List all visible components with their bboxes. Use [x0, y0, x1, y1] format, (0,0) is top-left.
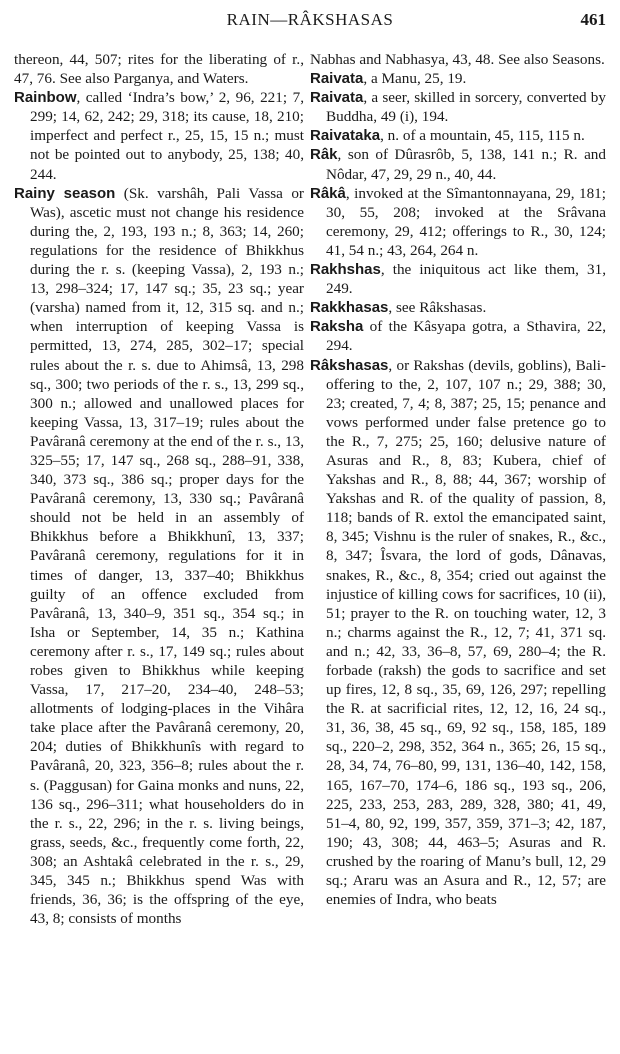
entry-text: (Sk. varshâh, Pali Vassa or Was), ascetic must not change his residence during the, 2, 193, 193 n.; 8, 363; 14, 260; regulations for the residence of Bhikkhus during the r. s. (keeping Vassa), 2, 193 n.; 13, 298–324; 17, 147 sq.; 35, 23 sq.; year (varsha) named from it, 12, 315 sq. and n.; when interruption of keeping Vassa is permitted, 13, 274, 285, 302–17; special rules about the r. s. due to Ahimsâ, 13, 298 sq., 300; two periods of the r. s., 13, 299 sq., 300 n.; allowed and unallowed places for keeping Vassa, 13, 317–19; rules about the Pavâranâ ceremony at the end of the r. s., 13, 325–55; 17, 147 sq., 268 sq., 288–91, 338, 340, 373 sq., 386 sq.; proper days for the Pavâranâ ceremony, 13, 330 sq.; Pavâranâ should not be held in an assembly of Bhikkhus before a Bhikkhunî, 13, 337; Pavâranâ ceremony, regulations for it in times of danger, 13, 337–40; Bhikkhus guilty of an offence excluded from Pavâranâ, 13, 340–9, 351 sq., 354 sq.; in Isha or September, 14, 35 n.; Kathina ceremony after r. s., 17, 149 sq.; rules about robes given to Bhikkhus while keeping Vassa, 17, 217–20, 234–40, 248–53; allotments of lodging-places in the Vihâra take place after the Pavâranâ ceremony, 20, 204; duties of Bhikkhunîs with regard to Pavâranâ, 20, 323, 356–8; rules about the r. s. (Paggusan) for Gaina monks and nuns, 22, 136 sq., 296–311; what householders do in the r. s., 22, 296; in the r. s. living beings, grass, seeds, &c., frequently come forth, 22, 308; an Ashtakâ celebrated in the r. s., 29, 345, 345 n.; Bhikkhus spend Was with friends, 36, 36; is the offspring of the eye, 43, 8; consists of months [30, 184, 304, 928]
entry-text: , the iniquitous act like them, 31, 249. [326, 261, 606, 298]
index-entry [310, 298, 606, 317]
index-entry [310, 317, 606, 355]
page-title: RAIN—RÂKSHASAS [226, 10, 394, 29]
entry-text: , a Manu, 25, 19. [363, 70, 467, 88]
entry-headword: Raksha [310, 318, 364, 336]
index-entry [310, 69, 606, 88]
entry-headword: Râkshasas [310, 356, 389, 374]
entry-text: , or Rakshas (devils, goblins), Bali-offering to the, 2, 107, 107 n.; 29, 388; 30, 23; created, 7, 4; 8, 387; 25, 15; penance and vows performed under false pretence go to the R., 7, 275; 25, 160; delusive nature of Asuras and R., 8, 83; Kubera, chief of Yakshas and R., 8, 88; 44, 367; worship of Yakshas and R. of the quality of passion, 8, 118; bands of R. extol the emancipated saint, 8, 345; Vishnu is the ruler of snakes, R., &c., 8, 347; Îsvara, the lord of gods, Dânavas, snakes, R., &c., 8, 354; cried out against the injustice of killing cows for sacrifices, 10 (ii), 51; prayer to the R. on touching water, 12, 3 n.; charms against the R., 12, 7; 41, 371 sq. and n.; 42, 33, 36–8, 57, 69, 280–4; the R. forbade (raksh) the gods to sacrifice and set up fires, 12, 8 sq., 35, 69, 126, 297; repelling the R. at sacrificial rites, 12, 12, 16, 24 sq., 31, 36, 38, 45 sq., 69, 92 sq., 158, 185, 189 sq., 220–2, 298, 352, 364 n., 365; 26, 15 sq., 28, 34, 74, 76–80, 99, 131, 136–40, 142, 158, 165, 167–70, 174–6, 186 sq., 193 sq., 206, 225, 233, 253, 283, 289, 328, 380; 41, 49, 51–4, 80, 92, 199, 357, 359, 371–3; 42, 187, 190; 43, 308; 44, 463–5; Asuras and R. crushed by the roaring of Manu’s bull, 12, 29 sq.; Araru was an Asura and R., 12, 57; are enemies of Indra, who beats [326, 356, 606, 909]
left-column [14, 50, 304, 928]
index-entry [310, 184, 606, 260]
entry-text: , a seer, skilled in sorcery, converted by Buddha, 49 (i), 194. [326, 89, 606, 126]
index-entry [310, 126, 606, 145]
page-number: 461 [580, 10, 606, 29]
entry-text: , called ‘Indra’s bow,’ 2, 96, 221; 7, 299; 14, 62, 242; 29, 318; its cause, 18, 210; imperfect and perfect r., 25, 15, 15 n.; must not be pointed out to anybody, 25, 138; 40, 244. [30, 89, 304, 183]
entry-text: Nabhas and Nabhasya, 43, 48. See also Seasons. [310, 51, 605, 68]
entry-text: of the Kâsyapa gotra, a Sthavira, 22, 294. [326, 318, 606, 355]
index-entry [14, 88, 304, 183]
running-header [14, 10, 606, 36]
index-entry [14, 50, 304, 88]
entry-headword: Rainbow [14, 89, 77, 107]
index-entry [310, 50, 606, 69]
entry-text: , invoked at the Sîmantonnayana, 29, 181; 30, 55, 208; invoked at the Srâvana ceremony, 29, 412; offerings to R., 30, 124; 41, 54 n.; 43, 264, 264 n. [326, 184, 606, 259]
entry-headword: Raivata [310, 89, 364, 107]
entry-text: thereon, 44, 507; rites for the liberating of r., 47, 76. See also Parganya, and Waters. [14, 51, 304, 88]
right-column [310, 50, 606, 909]
entry-text: , see Râkshasas. [388, 299, 487, 317]
index-entry [310, 145, 606, 183]
entry-headword: Râk [310, 146, 338, 164]
entry-headword: Rakhshas [310, 261, 381, 279]
entry-headword: Raivataka [310, 127, 381, 145]
entry-text: , son of Dûrasrôb, 5, 138, 141 n.; R. and Nôdar, 47, 29, 29 n., 40, 44. [326, 146, 606, 183]
entry-headword: Raivata [310, 70, 364, 88]
entry-headword: Rainy season [14, 184, 116, 202]
index-entry [310, 356, 606, 910]
index-entry [310, 88, 606, 126]
index-entry [14, 184, 304, 929]
entry-headword: Râkâ [310, 184, 346, 202]
entry-text: , n. of a mountain, 45, 115, 115 n. [380, 127, 585, 145]
entry-headword: Rakkhasas [310, 299, 389, 317]
index-entry [310, 260, 606, 298]
